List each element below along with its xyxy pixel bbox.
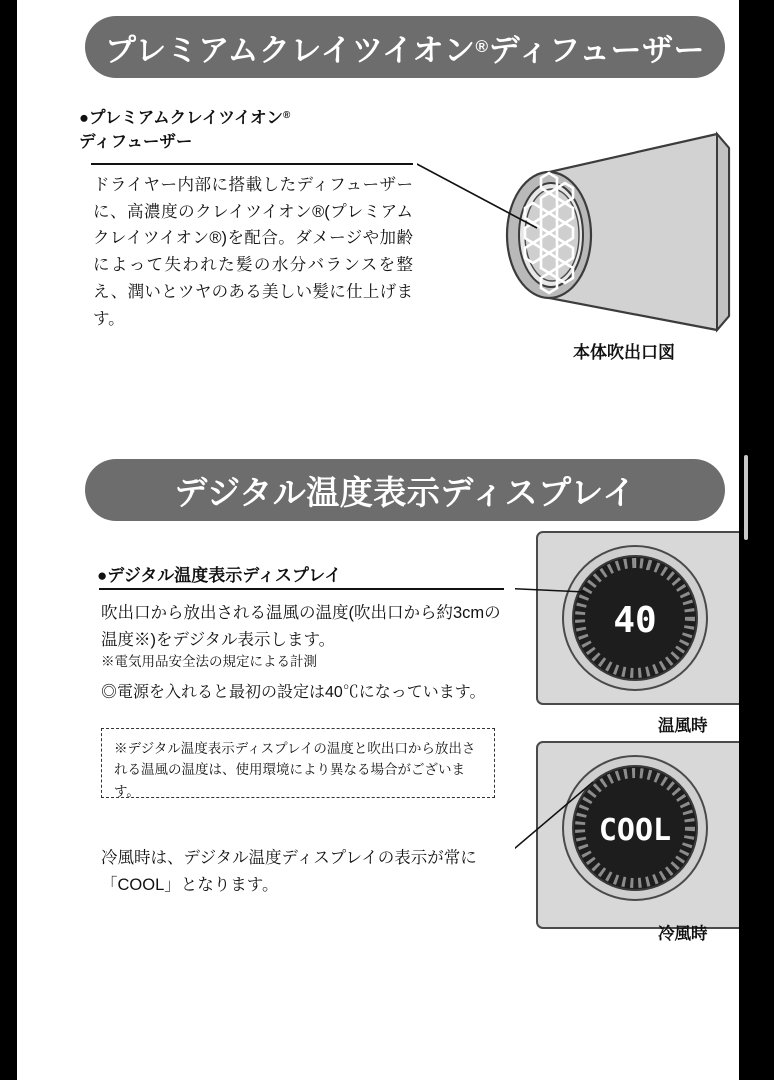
diffuser-heading-line1: ●プレミアムクレイツイオン (79, 109, 284, 127)
display-caution-box (101, 728, 495, 798)
display-measurement-note: ※電気用品安全法の規定による計測 (101, 654, 317, 669)
page-canvas (17, 0, 739, 1080)
banner-title: デジタル温度表示ディスプレイ (174, 473, 636, 511)
diffuser-heading (79, 107, 409, 155)
vertical-scrollbar[interactable] (744, 455, 748, 540)
section-banner-diffuser (85, 16, 725, 78)
display-power-note: ◎電源を入れると最初の設定は40℃になっています。 (101, 684, 486, 701)
registered-mark-icon: ® (283, 110, 291, 122)
display-caution-text: ※デジタル温度表示ディスプレイの温度と吹出口から放出される温風の温度は、使用環境により異なる場合がございます。 (114, 741, 476, 799)
cool-mode-caption: 冷風時 (658, 925, 708, 943)
diffuser-body-text: ドライヤー内部に搭載したディフューザーに、高濃度のクレイツイオン®(プレミアムクレイツイオン®)を配合。ダメージや加齢によって失われた髪の水分バランスを整え、潤いとツヤのある美しい髪に仕上げます。 (93, 176, 413, 328)
hot-mode-caption: 温風時 (658, 717, 708, 735)
temperature-value-hot: 40 (613, 600, 657, 641)
registered-mark-icon: ® (475, 37, 489, 56)
section-banner-display (85, 459, 725, 521)
display-heading: ●デジタル温度表示ディスプレイ (97, 566, 342, 585)
display-body-text: 吹出口から放出される温風の温度(吹出口から約3cmの温度※)をデジタル表示します。 (101, 604, 501, 650)
banner-title-tail: ディフューザー (488, 32, 706, 68)
diffuser-heading-line2: ディフューザー (79, 132, 193, 151)
nozzle-illustration (417, 120, 739, 345)
temperature-value-cool: COOL (598, 813, 672, 848)
cool-mode-text: 冷風時は、デジタル温度ディスプレイの表示が常に「COOL」となります。 (101, 849, 477, 894)
banner-title-main: プレミアムクレイツイオン (104, 32, 476, 68)
nozzle-figure-caption: 本体吹出口図 (573, 343, 675, 362)
heading-underline (91, 163, 413, 165)
display-heading-underline (99, 588, 504, 590)
